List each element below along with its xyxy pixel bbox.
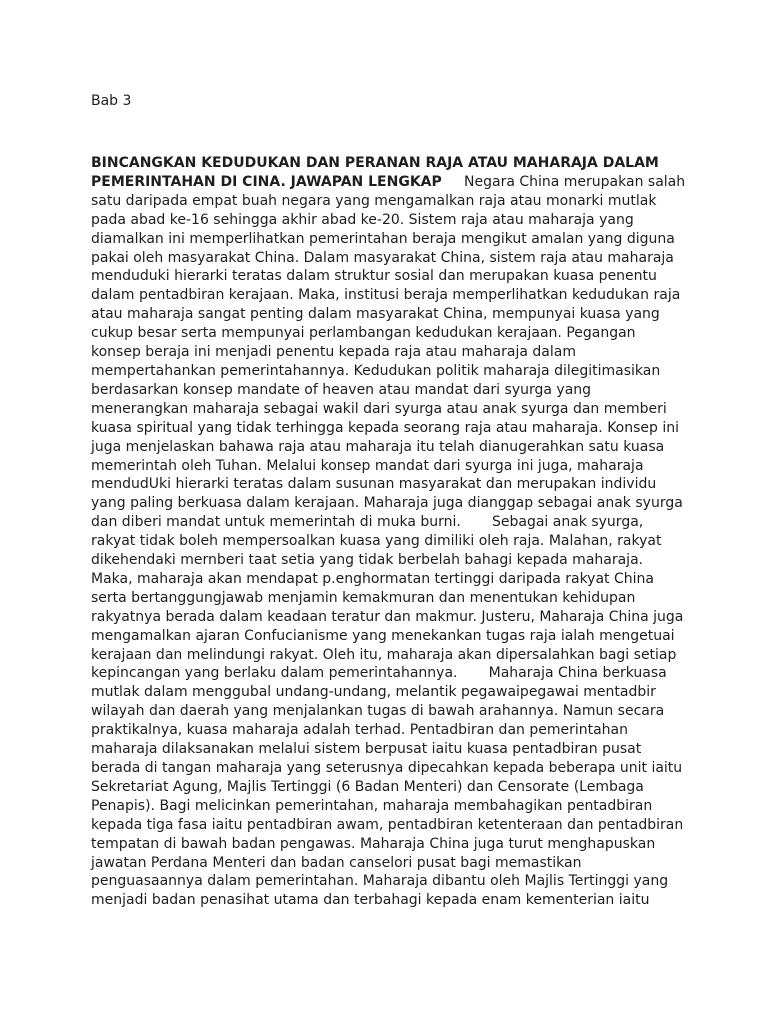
body-line: cukup besar serta mempunyai perlambangan kedudukan kerajaan. Pegangan	[91, 325, 636, 342]
body-line: serta bertanggungjawab menjamin kemakmuran dan menentukan kehidupan	[91, 589, 636, 606]
body-line: juga menjelaskan bahawa raja atau maharaja itu telah dianugerahkan satu kuasa	[91, 438, 665, 455]
body-line: wilayah dan daerah yang menjalankan tugas di bawah arahannya. Namun secara	[91, 703, 665, 720]
body-line: konsep beraja ini menjadi penentu kepada raja atau maharaja dalam	[91, 344, 576, 361]
body-line: rakyatnya berada dalam keadaan teratur dan makmur. Justeru, Maharaja China juga	[91, 608, 684, 625]
body-line: rakyat tidak boleh mempersoalkan kuasa yang dimiliki oleh raja. Malahan, rakyat	[91, 533, 662, 550]
body-line: Penapis). Bagi melicinkan pemerintahan, maharaja membahagikan pentadbiran	[91, 797, 653, 814]
essay-heading-text: PEMERINTAHAN DI CINA. JAWAPAN LENGKAP	[91, 173, 442, 190]
body-line: pakai oleh masyarakat China. Dalam masyarakat China, sistem raja atau maharaja	[91, 249, 674, 266]
body-line: mutlak dalam menggubal undang-undang, melantik pegawaipegawai mentadbir	[91, 684, 656, 701]
body-line: berdasarkan konsep mandate of heaven atau mandat dari syurga yang	[91, 381, 592, 398]
body-line: kerajaan dan melindungi rakyat. Oleh itu, maharaja akan dipersalahkan bagi setiap	[91, 646, 677, 663]
body-line: jawatan Perdana Menteri dan badan canselori pusat bagi memastikan	[91, 854, 582, 871]
body-text-start: Negara China merupakan salah	[441, 173, 686, 190]
body-line: Sekretariat Agung, Majlis Tertinggi (6 Badan Menteri) dan Censorate (Lembaga	[91, 778, 644, 795]
body-line: dikehendaki mernberi taat setia yang tidak berbelah bahagi kepada maharaja.	[91, 552, 644, 569]
body-line: penguasaannya dalam pemerintahan. Maharaja dibantu oleh Majlis Tertinggi yang	[91, 873, 669, 890]
body-line: memerintah oleh Tuhan. Melalui konsep mandat dari syurga ini juga, maharaja	[91, 457, 644, 474]
body-line: tempatan di bawah badan pengawas. Maharaja China juga turut menghapuskan	[91, 835, 656, 852]
body-line: kepincangan yang berlaku dalam pemerintahannya. Maharaja China berkuasa	[91, 665, 667, 682]
body-line: mendudUki hierarki teratas dalam susunan masyarakat dan merupakan individu	[91, 476, 657, 493]
body-line: menerangkan maharaja sebagai wakil dari syurga atau anak syurga dan memberi	[91, 400, 667, 417]
body-line: atau maharaja sangat penting dalam masyarakat China, mempunyai kuasa yang	[91, 306, 660, 323]
body-line: mempertahankan pemerintahannya. Kedudukan politik maharaja dilegitimasikan	[91, 362, 661, 379]
body-line: yang paling berkuasa dalam kerajaan. Maharaja juga dianggap sebagai anak syurga	[91, 495, 683, 512]
essay-heading-line: BINCANGKAN KEDUDUKAN DAN PERANAN RAJA ATAU MAHARAJA DALAM	[91, 155, 659, 171]
body-line: dan diberi mandat untuk memerintah di muka burni. Sebagai anak syurga,	[91, 514, 644, 531]
body-line: berada di tangan maharaja yang seterusnya dipecahkan kepada beberapa unit iaitu	[91, 760, 683, 776]
body-line: pada abad ke-16 sehingga akhir abad ke-20. Sistem raja atau maharaja yang	[91, 211, 634, 228]
body-line: satu daripada empat buah negara yang mengamalkan raja atau monarki mutlak	[91, 192, 657, 209]
body-line: praktikalnya, kuasa maharaja adalah terhad. Pentadbiran dan pemerintahan	[91, 722, 629, 739]
body-line: mengamalkan ajaran Confucianisme yang menekankan tugas raja ialah mengetuai	[91, 627, 675, 644]
body-line: dalam pentadbiran kerajaan. Maka, institusi beraja memperlihatkan kedudukan raja	[91, 287, 681, 304]
body-line: menjadi badan penasihat utama dan terbahagi kepada enam kementerian iaitu	[91, 892, 650, 909]
essay-body	[91, 154, 691, 910]
chapter-label: Bab 3	[91, 93, 132, 109]
essay-heading-line	[91, 173, 691, 192]
body-line: kepada tiga fasa iaitu pentadbiran awam, pentadbiran ketenteraan dan pentadbiran	[91, 816, 684, 833]
body-line: menduduki hierarki teratas dalam struktur sosial dan merupakan kuasa penentu	[91, 268, 657, 285]
body-line: Maka, maharaja akan mendapat p.enghormatan tertinggi daripada rakyat China	[91, 570, 654, 587]
body-line: maharaja dilaksanakan melalui sistem berpusat iaitu kuasa pentadbiran pusat	[91, 741, 642, 758]
body-line: diamalkan ini memperlihatkan pemerintahan beraja mengikut amalan yang diguna	[91, 230, 675, 247]
body-line: kuasa spiritual yang tidak terhingga kepada seorang raja atau maharaja. Konsep ini	[91, 419, 680, 436]
